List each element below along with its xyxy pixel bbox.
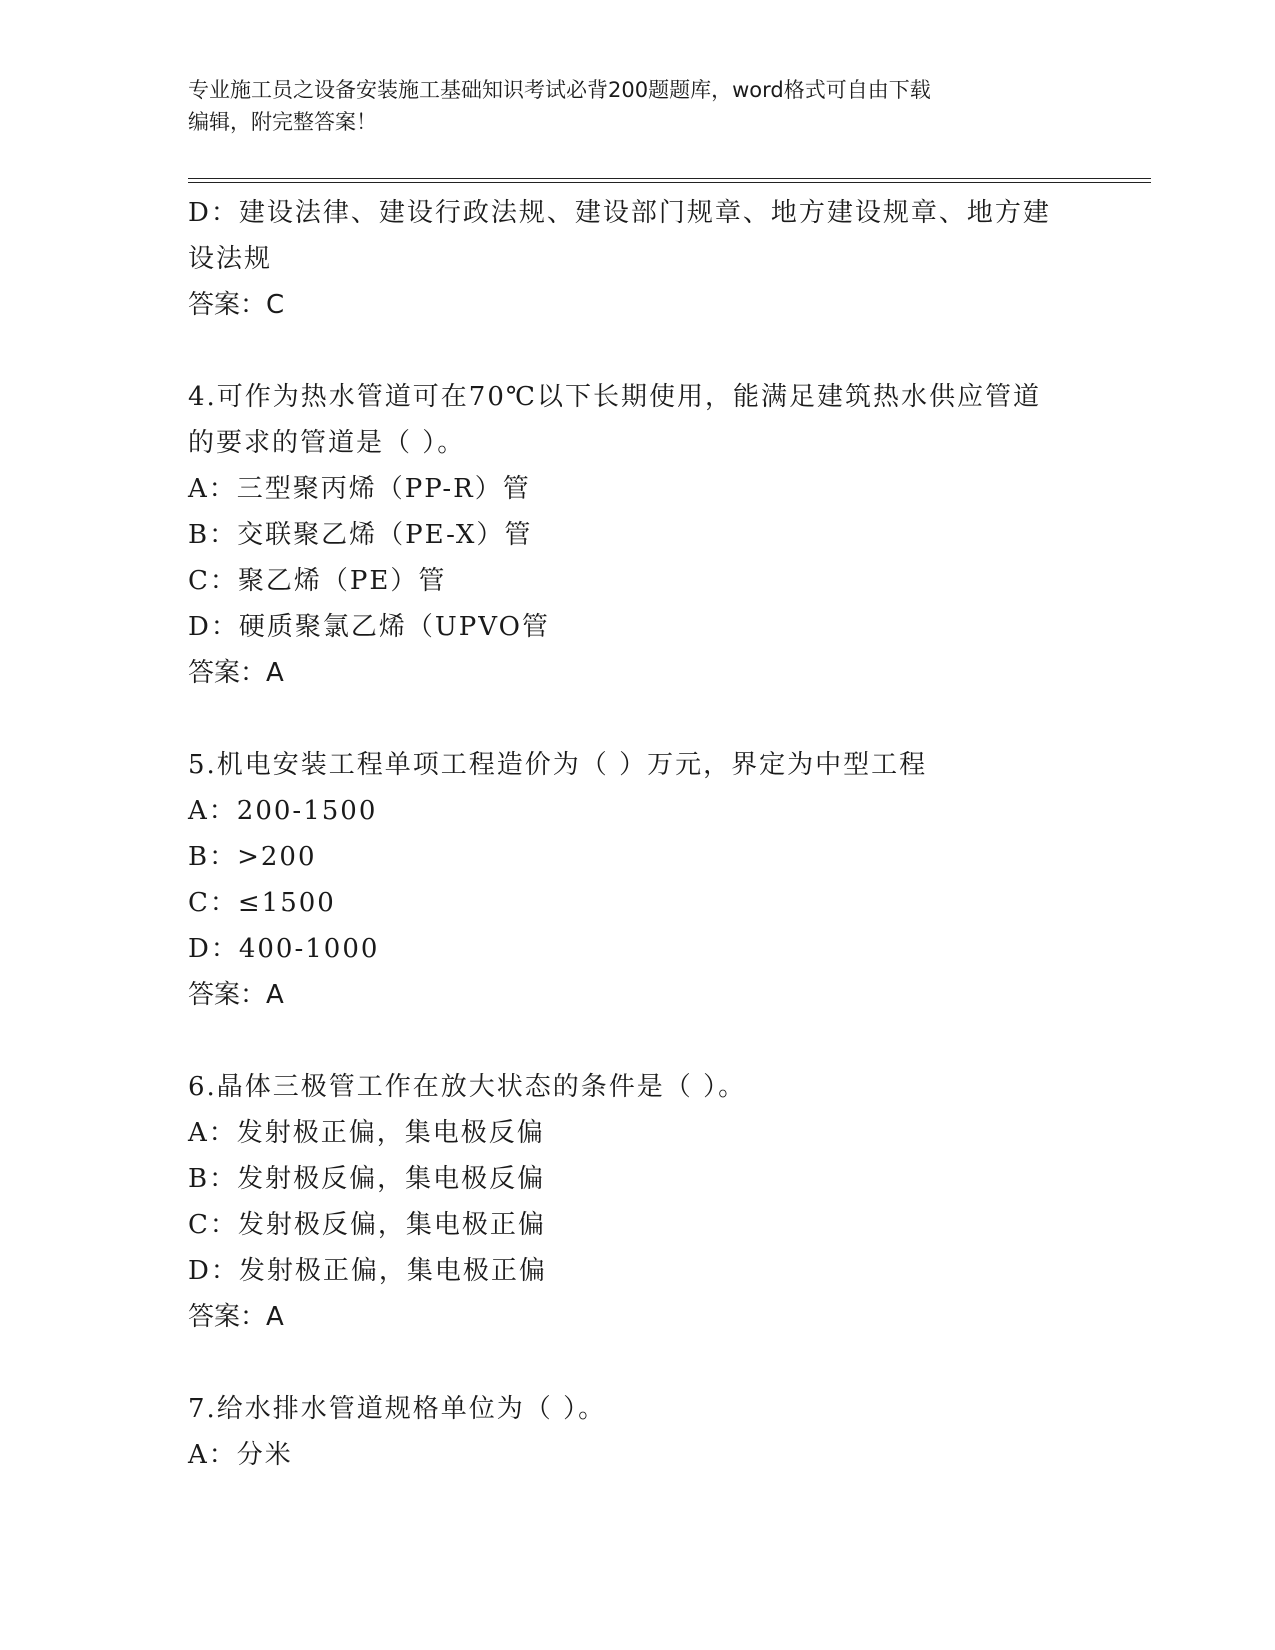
option-a: A：三型聚丙烯（PP-R）管 xyxy=(188,474,531,504)
option-a: A：200-1500 xyxy=(188,796,378,826)
question-stem: 6.晶体三极管工作在放大状态的条件是（ ）。 xyxy=(188,1072,747,1102)
header-divider-bottom xyxy=(188,182,1151,183)
question-stem: 4.可作为热水管道可在70℃以下长期使用，能满足建筑热水供应管道 xyxy=(188,382,1041,412)
question-stem: 7.给水排水管道规格单位为（ ）。 xyxy=(188,1394,607,1424)
option-d: D：建设法律、建设行政法规、建设部门规章、地方建设规章、地方建 xyxy=(188,198,1051,228)
document-header xyxy=(188,74,1088,138)
answer-line: 答案：A xyxy=(188,1302,284,1332)
option-a: A：分米 xyxy=(188,1440,293,1470)
option-d: D：硬质聚氯乙烯（UPVO管 xyxy=(188,612,550,642)
answer-line: 答案：A xyxy=(188,980,284,1010)
document-body xyxy=(188,190,1088,1478)
option-b: B：发射极反偏，集电极反偏 xyxy=(188,1164,546,1194)
answer-line: 答案：C xyxy=(188,290,285,320)
option-a: A：发射极正偏，集电极反偏 xyxy=(188,1118,545,1148)
question-stem: 5.机电安装工程单项工程造价为（ ）万元，界定为中型工程 xyxy=(188,750,928,780)
option-b: B：交联聚乙烯（PE-X）管 xyxy=(188,520,533,550)
spacer xyxy=(188,696,1088,742)
option-d: D：400-1000 xyxy=(188,934,380,964)
header-divider-top xyxy=(188,178,1151,179)
option-c: C：聚乙烯（PE）管 xyxy=(188,566,447,596)
question-4 xyxy=(188,374,1088,696)
option-c: C：≤1500 xyxy=(188,888,336,918)
answer-line: 答案：A xyxy=(188,658,284,688)
question-5 xyxy=(188,742,1088,1018)
option-d-continued: 设法规 xyxy=(188,244,273,274)
question-stem-continued: 的要求的管道是（ ）。 xyxy=(188,428,466,458)
spacer xyxy=(188,1018,1088,1064)
option-c: C：发射极反偏，集电极正偏 xyxy=(188,1210,546,1240)
header-line-1: 专业施工员之设备安装施工基础知识考试必背200题题库，word格式可自由下载 xyxy=(188,78,931,102)
option-b: B：>200 xyxy=(188,842,317,872)
question-3-tail xyxy=(188,190,1088,328)
spacer xyxy=(188,1340,1088,1386)
header-line-2: 编辑，附完整答案！ xyxy=(188,110,377,134)
option-d: D：发射极正偏，集电极正偏 xyxy=(188,1256,547,1286)
question-6 xyxy=(188,1064,1088,1340)
question-7 xyxy=(188,1386,1088,1478)
spacer xyxy=(188,328,1088,374)
